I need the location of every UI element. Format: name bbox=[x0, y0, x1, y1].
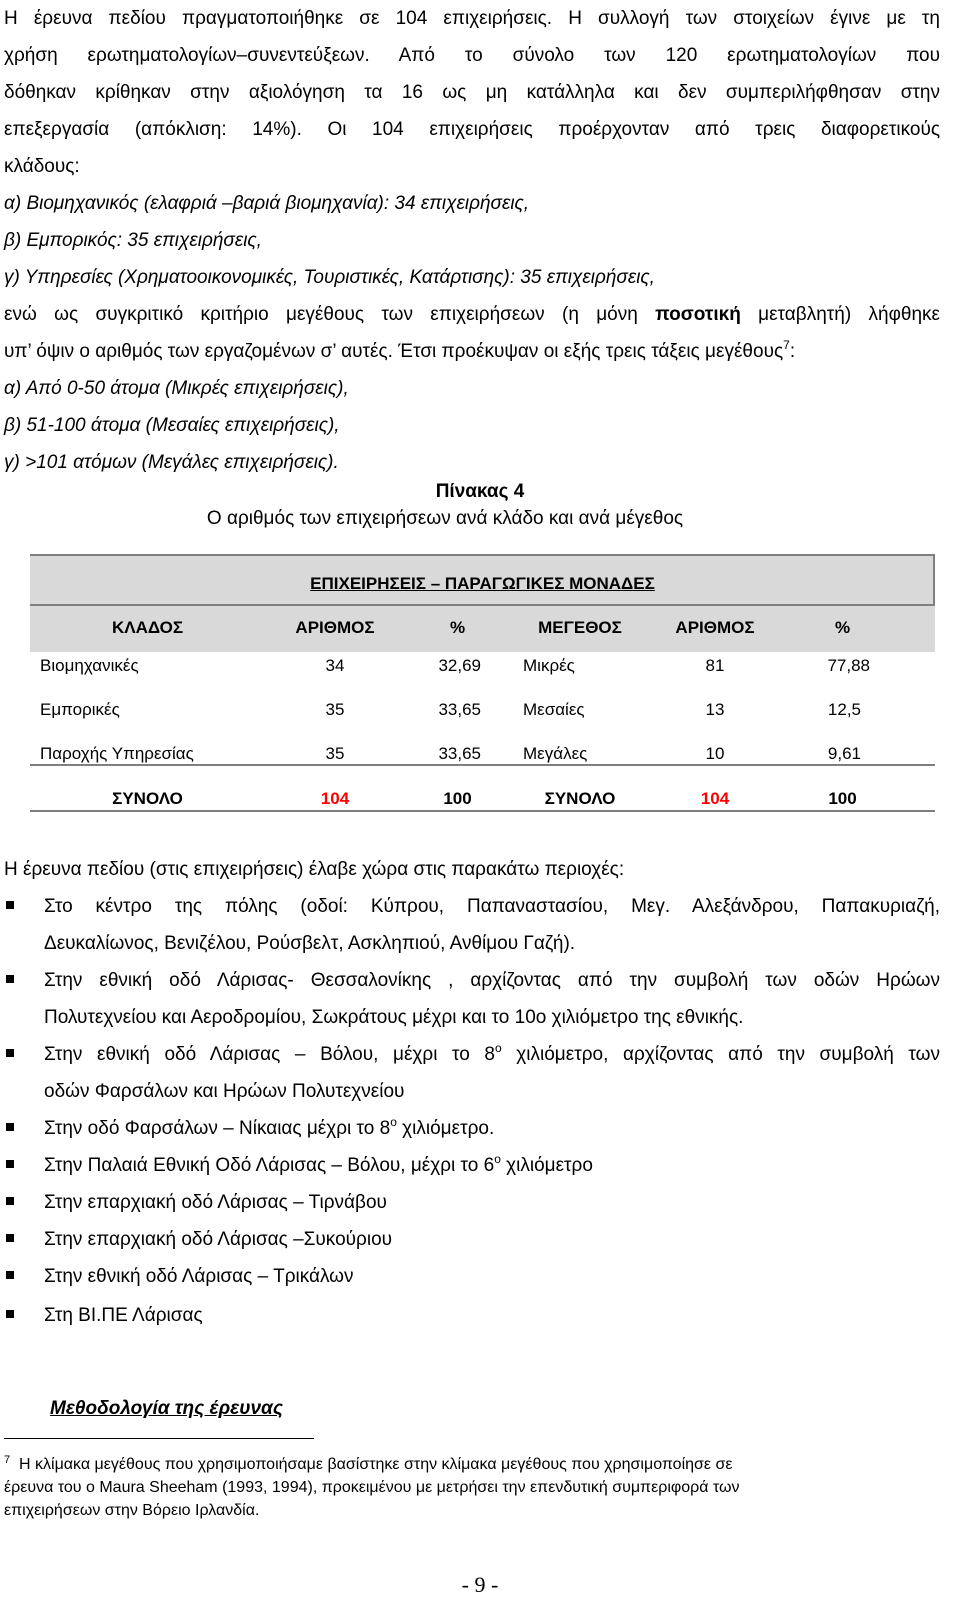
list-item bbox=[4, 1221, 940, 1258]
footnote-line bbox=[4, 1453, 904, 1476]
criterion-line bbox=[4, 296, 940, 333]
bullet-icon bbox=[6, 1271, 14, 1279]
table-cell: 32,69 bbox=[438, 656, 481, 675]
bullet-icon bbox=[6, 1123, 14, 1131]
ordinal-sup: ο bbox=[494, 1152, 501, 1166]
list-item-text: Στην εθνική οδό Λάρισας – Βόλου, μέχρι το 8 bbox=[44, 1044, 495, 1065]
total-percent: 100 bbox=[443, 789, 472, 808]
footnote-text: Η κλίμακα μεγέθους που χρησιμοποιήσαμε βασίστηκε στην κλίμακα μεγέθους που χρησιμοποίησε σε bbox=[19, 1456, 733, 1473]
table-cell: Βιομηχανικές bbox=[40, 656, 139, 675]
total-label: ΣΥΝΟΛΟ bbox=[544, 789, 616, 808]
footnote-line: επιχειρήσεων στην Βόρειο Ιρλανδία. bbox=[4, 1502, 260, 1519]
total-percent: 100 bbox=[828, 789, 857, 808]
footnote-line: έρευνα του ο Maura Sheeham (1993, 1994), προκειμένου με μετρήσει την επενδυτική συμπεριφορά των bbox=[4, 1479, 740, 1496]
footnote bbox=[4, 1453, 904, 1522]
footnote-ref[interactable]: 7 bbox=[783, 338, 790, 352]
table-cell: Παροχής Υπηρεσίας bbox=[40, 744, 194, 763]
list-item-text: χιλιόμετρο, αρχίζοντας από την συμβολή των bbox=[516, 1044, 940, 1065]
table-cell: Μεγάλες bbox=[523, 744, 588, 763]
intro-line: επεξεργασία (απόκλιση: 14%). Οι 104 επιχειρήσεις προέρχονταν από τρεις διαφορετικούς bbox=[4, 119, 940, 140]
intro-line: δόθηκαν κρίθηκαν στην αξιολόγηση τα 16 ως μη κατάλληλα και δεν συμπεριλήφθησαν στην bbox=[4, 82, 940, 103]
table-cell: 35 bbox=[325, 700, 345, 719]
intro-line: κλάδους: bbox=[4, 156, 80, 177]
table-caption: Πίνακας 4 bbox=[435, 481, 525, 502]
table-cell: 33,65 bbox=[438, 744, 481, 763]
group-header-text: ΕΠΙΧΕΙΡΗΣΕΙΣ – ΠΑΡΑΓΩΓΙΚΕΣ ΜΟΝΑΔΕΣ bbox=[310, 574, 655, 593]
criterion-line bbox=[4, 333, 940, 370]
bullet-icon bbox=[6, 1160, 14, 1168]
table-cell: 10 bbox=[705, 744, 725, 763]
table-rule bbox=[30, 554, 935, 556]
list-item-cont bbox=[4, 1073, 940, 1110]
table-cell: Μικρές bbox=[523, 656, 575, 675]
list-item bbox=[4, 962, 940, 999]
criterion-text: μεταβλητή) λήφθηκε bbox=[740, 304, 940, 325]
list-item-cont bbox=[4, 925, 940, 962]
bullet-icon bbox=[6, 1234, 14, 1242]
list-item-text: Στην Παλαιά Εθνική Οδό Λάρισας – Βόλου, μέχρι το 6 bbox=[44, 1155, 495, 1176]
table-cell: Μεσαίες bbox=[523, 700, 585, 719]
table-subcaption: Ο αριθμός των επιχειρήσεων ανά κλάδο και ανά μέγεθος bbox=[206, 508, 684, 529]
page-number: - 9 - bbox=[461, 1572, 499, 1597]
criterion-text: ενώ ως συγκριτικό κριτήριο μεγέθους των επιχειρήσεων (η μόνη bbox=[4, 304, 656, 325]
total-label: ΣΥΝΟΛΟ bbox=[112, 789, 183, 808]
list-item bbox=[4, 1258, 940, 1295]
list-item bbox=[4, 1297, 940, 1334]
list-item-text: Στην εθνική οδό Λάρισας – Τρικάλων bbox=[44, 1266, 354, 1287]
size-item: β) 51-100 άτομα (Μεσαίες επιχειρήσεις), bbox=[4, 415, 340, 436]
criterion-text: : bbox=[789, 341, 796, 362]
criterion-bold: ποσοτική bbox=[655, 304, 741, 325]
total-count: 104 bbox=[320, 789, 350, 808]
ordinal-sup: ο bbox=[495, 1041, 502, 1055]
sector-item: α) Βιομηχανικός (ελαφριά –βαριά βιομηχανία): 34 επιχειρήσεις, bbox=[4, 193, 530, 214]
bullet-icon bbox=[6, 1310, 14, 1318]
list-item bbox=[4, 1184, 940, 1221]
list-item-text: Στην επαρχιακή οδό Λάρισας –Συκούριου bbox=[44, 1229, 393, 1250]
list-item-text: Δευκαλίωνος, Βενιζέλου, Ρούσβελτ, Ασκληπιού, Ανθίμου Γαζή). bbox=[44, 933, 576, 954]
list-item-text: οδών Φαρσάλων και Ηρώων Πολυτεχνείου bbox=[44, 1081, 405, 1102]
col-header-percent: % bbox=[449, 618, 466, 637]
list-item bbox=[4, 1110, 940, 1147]
list-item-text: Πολυτεχνείου και Αεροδρομίου, Σωκράτους μέχρι και το 10ο χιλιόμετρο της εθνικής. bbox=[44, 1007, 744, 1028]
list-item-text: χιλιόμετρο. bbox=[402, 1118, 495, 1139]
col-header-sector: ΚΛΑΔΟΣ bbox=[111, 618, 184, 637]
table-rule bbox=[933, 554, 935, 606]
list-item-text: Στη ΒΙ.ΠΕ Λάρισας bbox=[44, 1305, 203, 1326]
criterion-text: υπ’ όψιν ο αριθμός των εργαζομένων σ’ αυτές. Έτσι προέκυψαν οι εξής τρεις τάξεις μεγέθους bbox=[4, 341, 784, 362]
list-item-text: Στην οδό Φαρσάλων – Νίκαιας μέχρι το 8 bbox=[44, 1118, 391, 1139]
bullet-icon bbox=[6, 1197, 14, 1205]
footnote-rule bbox=[4, 1438, 314, 1439]
list-item-text: Στο κέντρο της πόλης (οδοί: Κύπρου, Παπαναστασίου, Μεγ. Αλεξάνδρου, Παπακυριαζή, bbox=[44, 896, 940, 917]
size-item: α) Από 0-50 άτομα (Μικρές επιχειρήσεις), bbox=[4, 378, 349, 399]
list-item-text: χιλιόμετρο bbox=[506, 1155, 593, 1176]
bullet-icon bbox=[6, 901, 14, 909]
list-item bbox=[4, 1036, 940, 1073]
table-cell: 9,61 bbox=[827, 744, 861, 763]
table-cell: Εμπορικές bbox=[40, 700, 120, 719]
bullet-icon bbox=[6, 975, 14, 983]
areas-intro: Η έρευνα πεδίου (στις επιχειρήσεις) έλαβε χώρα στις παρακάτω περιοχές: bbox=[4, 859, 625, 880]
col-header-count: ΑΡΙΘΜΟΣ bbox=[295, 618, 375, 637]
size-item: γ) >101 ατόμων (Μεγάλες επιχειρήσεις). bbox=[4, 452, 339, 473]
total-count: 104 bbox=[700, 789, 730, 808]
table-cell: 81 bbox=[705, 656, 725, 675]
list-item-text: Στην εθνική οδό Λάρισας- Θεσσαλονίκης , αρχίζοντας από την συμβολή των οδών Ηρώων bbox=[44, 970, 940, 991]
list-item-cont bbox=[4, 999, 940, 1036]
table-cell: 13 bbox=[705, 700, 725, 719]
sector-item: γ) Υπηρεσίες (Χρηματοοικονομικές, Τουριστικές, Κατάρτισης): 35 επιχειρήσεις, bbox=[4, 267, 655, 288]
bullet-icon bbox=[6, 1049, 14, 1057]
col-header-percent: % bbox=[834, 618, 851, 637]
list-item bbox=[4, 888, 940, 925]
list-item bbox=[4, 1147, 940, 1184]
table-cell: 77,88 bbox=[827, 656, 870, 675]
list-item-text: Στην επαρχιακή οδό Λάρισας – Τιρνάβου bbox=[44, 1192, 387, 1213]
table-cell: 33,65 bbox=[438, 700, 481, 719]
table-cell: 12,5 bbox=[827, 700, 861, 719]
table-cell: 35 bbox=[325, 744, 345, 763]
col-header-size: ΜΕΓΕΘΟΣ bbox=[538, 618, 622, 637]
intro-line: Η έρευνα πεδίου πραγματοποιήθηκε σε 104 επιχειρήσεις. Η συλλογή των στοιχείων έγινε με τη bbox=[4, 8, 940, 29]
intro-line: χρήση ερωτηματολογίων–συνεντεύξεων. Από το σύνολο των 120 ερωτηματολογίων που bbox=[4, 45, 940, 66]
areas-list bbox=[4, 888, 940, 1334]
footnote-number: 7 bbox=[4, 1454, 11, 1466]
group-header bbox=[30, 556, 935, 604]
section-heading: Μεθοδολογία της έρευνας bbox=[50, 1398, 283, 1419]
table-cell: 34 bbox=[325, 656, 345, 675]
ordinal-sup: ο bbox=[390, 1115, 397, 1129]
col-header-count: ΑΡΙΘΜΟΣ bbox=[675, 618, 755, 637]
sector-item: β) Εμπορικός: 35 επιχειρήσεις, bbox=[4, 230, 262, 251]
